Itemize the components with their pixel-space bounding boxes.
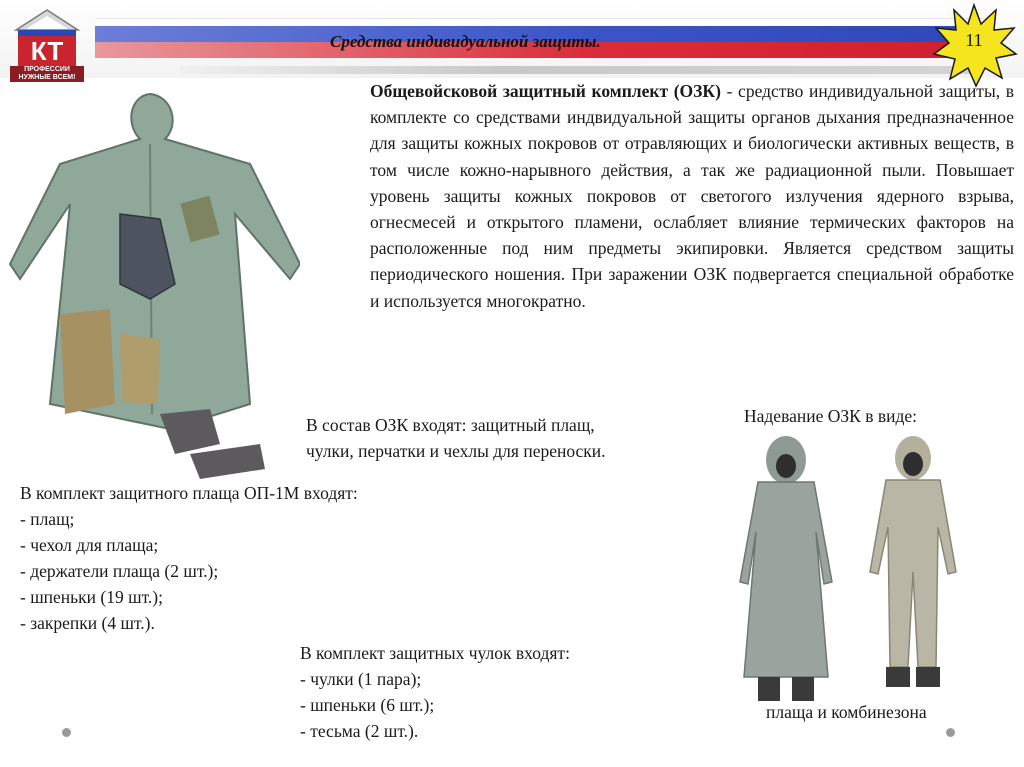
- ozk-kit-photo: [0, 84, 300, 484]
- corner-dot-left: [62, 728, 71, 737]
- wearing-title: Надевание ОЗК в виде:: [744, 406, 918, 426]
- intro-term: Общевойсковой защитный комплект (ОЗК): [370, 81, 721, 101]
- logo-caption-line1: ПРОФЕССИИ: [24, 66, 70, 73]
- logo-caption-line2: НУЖНЫЕ ВСЕМ!: [18, 74, 76, 81]
- cloak-kit-heading: В комплект защитного плаща ОП-1М входят:: [20, 483, 358, 503]
- corner-dot-right: [946, 728, 955, 737]
- stockings-kit-heading: В комплект защитных чулок входят:: [300, 643, 570, 663]
- logo-letters: КТ: [30, 36, 64, 66]
- stockings-kit-list: [300, 640, 570, 744]
- list-item: - закрепки (4 шт.).: [20, 613, 155, 633]
- list-item: - держатели плаща (2 шт.);: [20, 561, 219, 581]
- list-item: - чехол для плаща;: [20, 535, 159, 555]
- list-item: - шпеньки (6 шт.);: [300, 695, 435, 715]
- intro-paragraph: [370, 78, 1014, 314]
- slide-title: Средства индивидуальной защиты.: [330, 32, 601, 51]
- list-item: - шпеньки (19 шт.);: [20, 587, 163, 607]
- cloak-wearing-photo: [728, 432, 844, 708]
- list-item: - плащ;: [20, 509, 75, 529]
- wearing-caption: плаща и комбинезона: [766, 702, 927, 722]
- list-item: - чулки (1 пара);: [300, 669, 422, 689]
- header-stripe-white: [95, 18, 985, 25]
- composition-line1: В состав ОЗК входят: защитный плащ,: [306, 415, 595, 435]
- logo-caption: [10, 66, 84, 82]
- intro-text: - средство индивидуальной защиты, в комплекте со средствами индвидуальной защиты органов дыхания предназначенное для защиты кожных покровов от отравляющих и биологически активных веществ, в том числе кожно-нарывного действия, а так же радиационной пыли. Повышает уровень защиты кожных покровов от светогого излучения ядерного взрыва, огнесмесей и открытого пламени, ослабляет влияние термических факторов на расположенные под ним предметы экипировки. Является средством защиты периодического ношения. При заражении ОЗК подвергается специальной обработке и используется многократно.: [370, 81, 1014, 311]
- coverall-wearing-photo: [858, 432, 968, 694]
- header-stripe-gray: [180, 66, 980, 74]
- slide-number: 11: [965, 30, 983, 50]
- composition-text: [306, 412, 606, 464]
- cloak-kit-list: [20, 480, 358, 636]
- composition-line2: чулки, перчатки и чехлы для переноски.: [306, 441, 606, 461]
- list-item: - тесьма (2 шт.).: [300, 721, 419, 741]
